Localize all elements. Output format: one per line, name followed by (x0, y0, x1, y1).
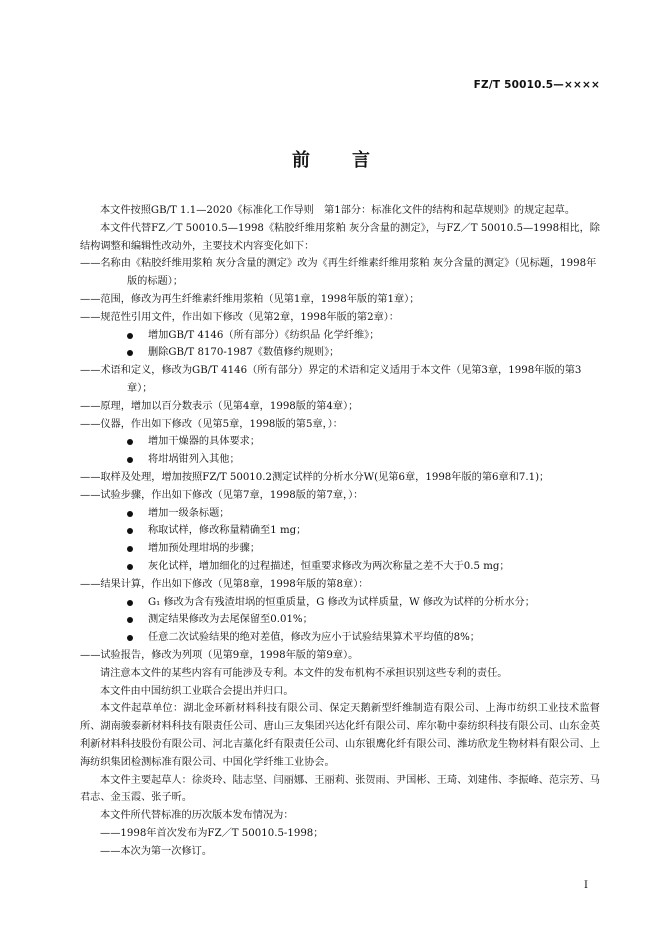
change-item-procedure: ——试验步骤，作出如下修改（见第7章，1998版的第7章，）： (80, 489, 364, 501)
foreword-body (80, 202, 600, 860)
bullet-item: 任意二次试验结果的绝对差值，修改为应小于试验结果算术平均值的8%； (80, 629, 600, 647)
change-item-calculation: ——结果计算，作出如下修改（见第8章，1998年版的第8章）： (80, 578, 369, 590)
paragraph-drafting-units: 本文件起草单位：湖北金环新材料科技有限公司、保定天鹅新型纤维制造有限公司、上海市纺织工业技术监督所、湖南骏泰新材料科技有限责任公司、唐山三友集团兴达化纤有限公司、库尔勒中泰纺织科技有限公司、山东金英利新材料科技股份有限公司、河北吉藁化纤有限责任公司、山东银鹰化纤有限公司、潍坊欣龙生物材料有限公司、上海纺织集团检测标准有限公司、中国化学纤维工业协会。 (80, 703, 600, 768)
change-item-report: ——试验报告，修改为列项（见第9章，1998年版的第9章）。 (80, 649, 359, 661)
bullet-item: 增加一级条标题； (80, 505, 600, 523)
history-item: ——本次为第一次修订。 (100, 845, 213, 857)
paragraph-patent-notice: 请注意本文件的某些内容有可能涉及专利。本文件的发布机构不承担识别这些专利的责任。 (100, 667, 508, 679)
bullet-item: 增加GB/T 4146（所有部分）《纺织品 化学纤维》； (80, 327, 600, 345)
bullet-item: 测定结果修改为去尾保留至0.01%； (80, 611, 600, 629)
page-title (0, 146, 662, 172)
change-item-name: ——名称由《粘胶纤维用浆粕 灰分含量的测定》改为《再生纤维素纤维用浆粕 灰分含量的测定》（见标题，1998年版的标题）； (80, 258, 597, 288)
page-number: I (584, 880, 588, 891)
history-item: ——1998年首次发布为FZ／T 50010.5-1998； (100, 827, 324, 839)
change-item-terms: ——术语和定义，修改为GB/T 4146（所有部分）界定的术语和定义适用于本文件（见第3章，1998年版的第3章）； (80, 365, 582, 394)
bullet-item: 灰化试样，增加细化的过程描述，恒重要求修改为两次称量之差不大于0.5 mg； (80, 558, 600, 576)
bullet-item: 删除GB/T 8170-1987《数值修约规则》； (80, 344, 600, 362)
change-item-sampling: ——取样及处理，增加按照FZ/T 50010.2测定试样的分析水分W(见第6章，1998年版的第6章和7.1)； (80, 471, 550, 483)
paragraph-history-intro: 本文件所代替标准的历次版本发布情况为： (100, 810, 294, 822)
title-char-1: 前 (292, 150, 310, 171)
title-char-2: 言 (352, 150, 370, 171)
paragraph-drafters: 本文件主要起草人：徐炎玲、陆志坚、闫丽娜、王丽莉、张贺雨、尹国彬、王琦、刘建伟、李振峰、范宗芳、马君志、金玉霞、张子昕。 (80, 774, 600, 804)
bullet-item: 将坩埚钳列入其他； (80, 451, 600, 469)
standard-number: FZ/T 50010.5—×××× (473, 79, 600, 91)
change-item-scope: ——范围，修改为再生纤维素纤维用浆粕（见第1章，1998年版的第1章）； (80, 293, 420, 305)
bullet-item: 增加干燥器的具体要求； (80, 433, 600, 451)
change-item-principle: ——原理，增加以百分数表示（见第4章，1998版的第4章）； (80, 400, 359, 412)
change-item-references: ——规范性引用文件，作出如下修改（见第2章，1998年版的第2章）： (80, 311, 400, 323)
bullet-item: 称取试样，修改称量精确至1 mg； (80, 522, 600, 540)
change-item-apparatus: ——仪器，作出如下修改（见第5章，1998版的第5章，）： (80, 418, 343, 430)
bullet-item: 增加预处理坩埚的步骤； (80, 540, 600, 558)
paragraph-drafting-rules: 本文件按照GB/T 1.1—2020《标准化工作导则 第1部分：标准化文件的结构和起草规则》的规定起草。 (100, 205, 576, 216)
paragraph-proposer: 本文件由中国纺织工业联合会提出并归口。 (100, 685, 294, 697)
bullet-item: G₁ 修改为含有残渣坩埚的恒重质量，G 修改为试样质量，W 修改为试样的分析水分； (80, 594, 600, 612)
paragraph-replacement: 本文件代替FZ／T 50010.5—1998《粘胶纤维用浆粕 灰分含量的测定》，与FZ／T 50010.5—1998相比，除结构调整和编辑性改动外，主要技术内容变化如下： (80, 222, 600, 252)
